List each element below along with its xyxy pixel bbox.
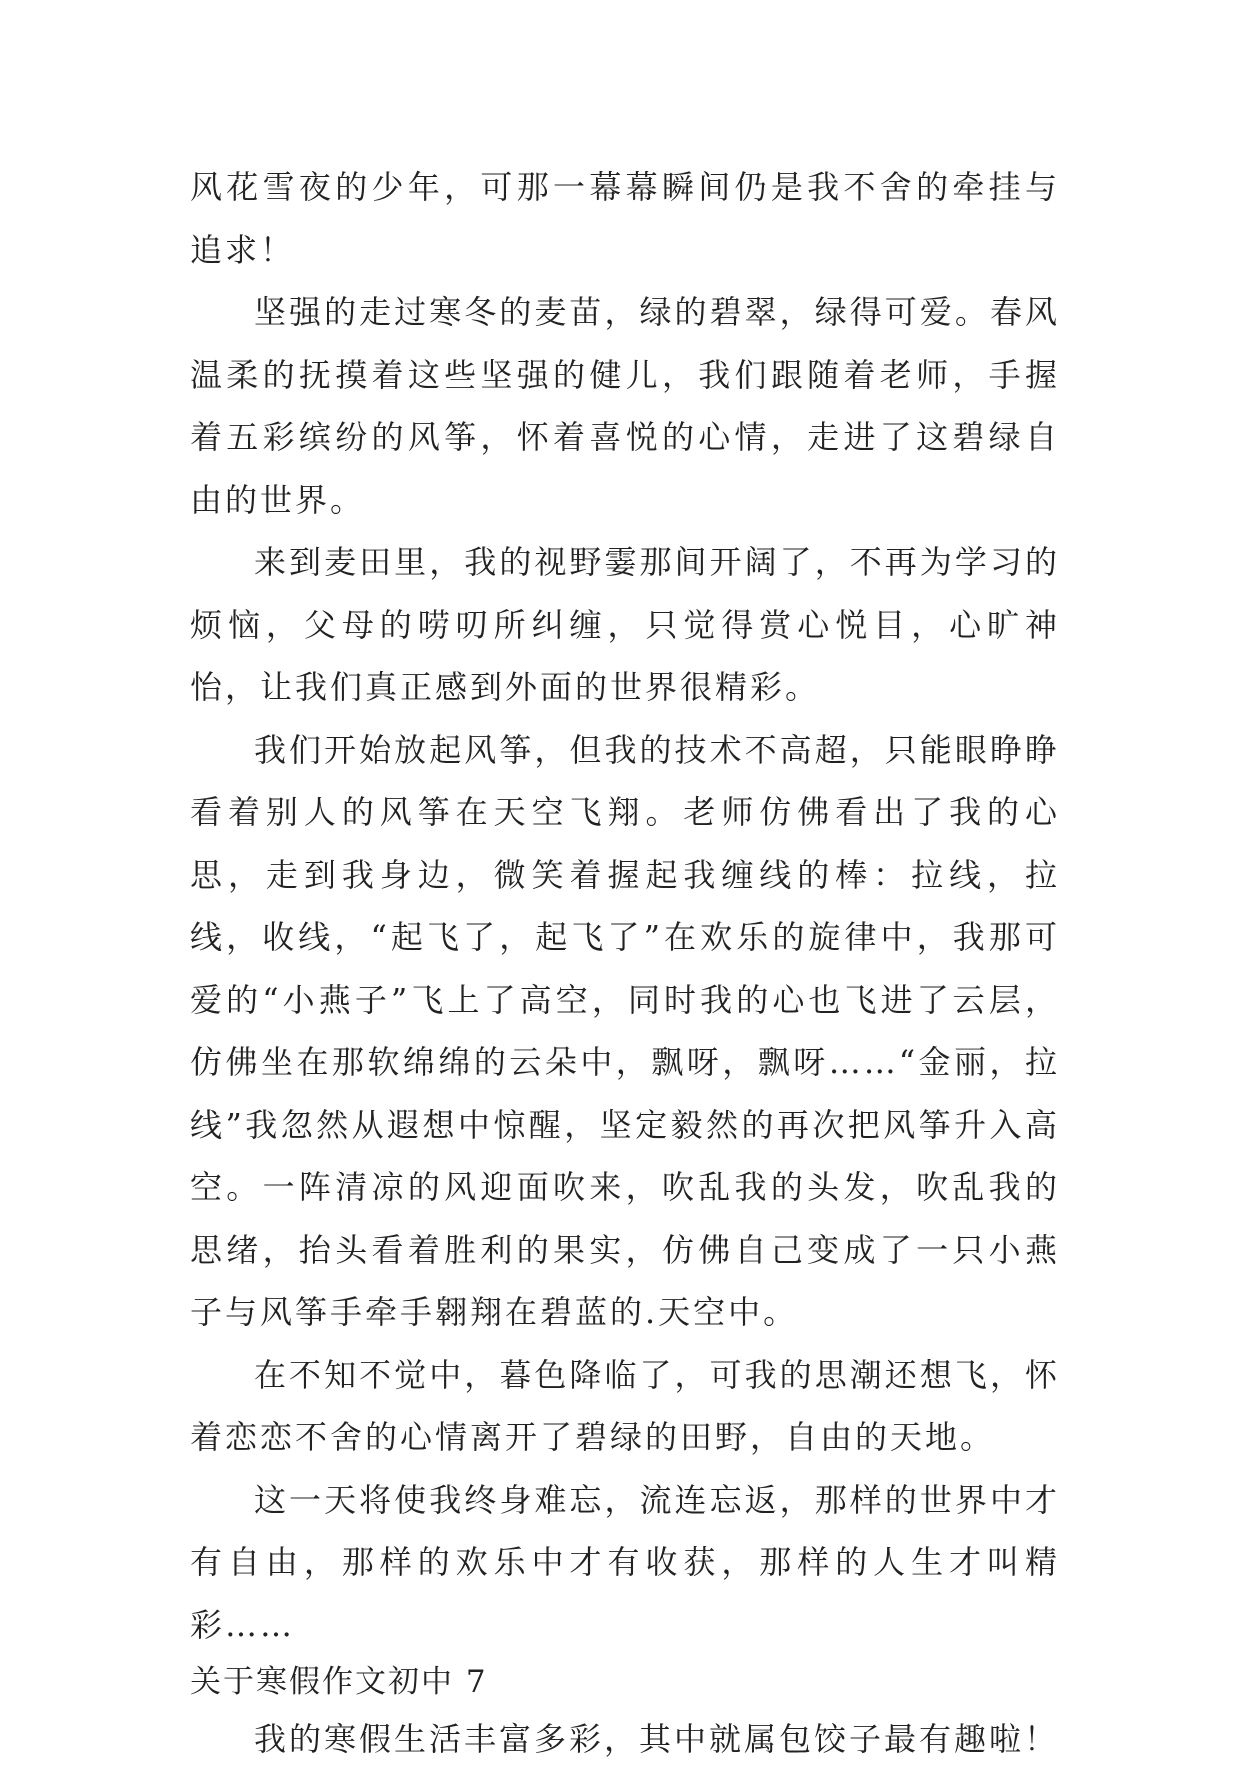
- paragraph-conclusion: 这一天将使我终身难忘，流连忘返，那样的世界中才有自由，那样的欢乐中才有收获，那样的人生才叫精彩……: [190, 1480, 1060, 1644]
- paragraph-new-essay-opening: 我的寒假生活丰富多彩，其中就属包饺子最有趣啦！: [254, 1720, 1060, 1758]
- paragraph-continuation: 风花雪夜的少年，可那一幕幕瞬间仍是我不舍的牵挂与追求！: [190, 168, 1060, 269]
- paragraph-arrival: 来到麦田里，我的视野霎那间开阔了，不再为学习的烦恼，父母的唠叨所纠缠，只觉得赏心悦目，心旷神怡，让我们真正感到外面的世界很精彩。: [190, 543, 1060, 706]
- paragraph-kite-flying: 我们开始放起风筝，但我的技术不高超，只能眼睁睁看着别人的风筝在天空飞翔。老师仿佛看出了我的心思，走到我身边，微笑着握起我缠线的棒：拉线，拉线，收线，“起飞了，起飞了”在欢乐的旋律中，我那可爱的“小燕子”飞上了高空，同时我的心也飞进了云层，仿佛坐在那软绵绵的云朵中，飘呀，飘呀……“金丽，拉线”我忽然从遐想中惊醒，坚定毅然的再次把风筝升入高空。一阵清凉的风迎面吹来，吹乱我的头发，吹乱我的思绪，抬头看着胜利的果实，仿佛自己变成了一只小燕子与风筝手牵手翱翔在碧蓝的.天空中。: [190, 730, 1060, 1331]
- paragraph-wheat-field: 坚强的走过寒冬的麦苗，绿的碧翠，绿得可爱。春风温柔的抚摸着这些坚强的健儿，我们跟随着老师，手握着五彩缤纷的风筝，怀着喜悦的心情，走进了这碧绿自由的世界。: [190, 293, 1060, 519]
- paragraph-dusk: 在不知不觉中，暮色降临了，可我的思潮还想飞，怀着恋恋不舍的心情离开了碧绿的田野，自由的天地。: [190, 1355, 1060, 1456]
- essay-heading: 关于寒假作文初中 7: [190, 1664, 488, 1700]
- document-body: [190, 156, 1060, 1771]
